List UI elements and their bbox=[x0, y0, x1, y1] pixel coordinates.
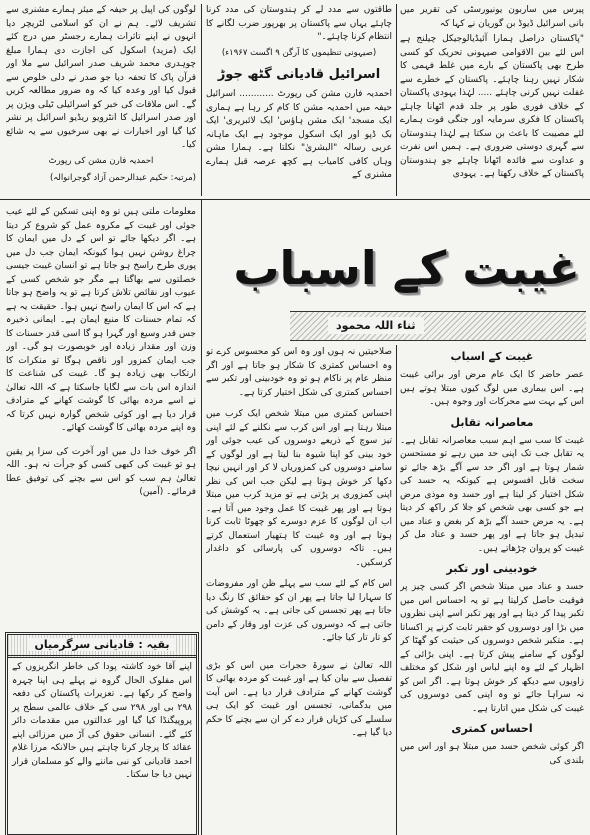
top-middle-body: احمدیہ فارن مشن کی رپورٹ ............ اسرائیل حیفہ میں احمدیہ مشن کا کام کر رہا ہے ہماری ایک مسجد' ایک مشن ہاؤس' ایک لائبریری' ایک بک ڈپو اور ایک اسکول موجود ہے ایک ماہانہ عربی رسالہ "البشریٰ" نکلتا ہے۔ ہمارا مشن وہاں کافی کامیاب ہے کچھ عرصہ قبل ہمارے مشنری کے bbox=[206, 89, 392, 180]
column-divider bbox=[396, 345, 397, 835]
byline-bar bbox=[290, 311, 586, 341]
box-body: اپنے آقا خود کاشتہ پودا کی خاطر انگریزوں کے اس مفلوک الحال گروہ نے پہلے ہی اپنا چہرہ واضح کر رکھا ہے۔ تعزیرات پاکستان کی دفعہ ۲۹۸ بی اور ۲۹۸ سی کے خلاف عالمی سطح پر پروپیگنڈا کیا گیا اور عدالتوں میں مقدمات دائر کئے گئے۔ انسانی حقوق کی آڑ میں مرزائی اپنے عقائد کا پرچار کرنا چاہتے ہیں حالانکہ مرزا غلام احمد قادیانی کو نبی ماننے والے کو مسلمان قرار نہیں دیا جا سکتا۔ bbox=[12, 662, 192, 780]
top-right-quote: "پاکستان دراصل ہمارا آئیڈیالوجیکل چیلنج ہے اس لئے بین الاقوامی صیہونی تحریک کو کسی طرح بھی پاکستان کے بارے میں غلط فہمی کا شکار نہیں رہنا چاہئے۔ پاکستان کے خطرے سے غفلت نہیں کرنی چاہئے ..... لہٰذا یہودی پاکستان کے خلاف فوری طور پر جلد قدم اٹھانا چاہئے پاکستان کا فکری سرمایہ اور جنگی قوت ہمارے لئے مصیبت کا باعث بن سکتا ہے لہٰذا ہندوستان سے گہری دوستی ضروری ہے۔ ہمیں اس نفرت و عداوت سے فائدہ اٹھانا چاہئے جو ہندوستان پاکستان کے خلاف رکھتا ہے۔ یہودی bbox=[400, 34, 584, 179]
subheading: معاصرانہ تقابل bbox=[450, 415, 534, 429]
report-source: احمدیہ فارن مشن کی رپورٹ bbox=[48, 155, 154, 166]
subheading: احساس کمتری bbox=[451, 722, 533, 735]
column-divider bbox=[396, 4, 397, 196]
quote-source: (صیہونی تنظیموں کا آرگن ۹ اگست ۱۹۶۷ء) bbox=[221, 47, 377, 58]
column-divider bbox=[201, 4, 202, 196]
article-right-column bbox=[400, 344, 584, 833]
top-middle-lead: طاقتوں سے مدد لے کر ہندوستان کی مدد کرنا چاہئے یہاں سے پاکستان پر بھرپور ضرب لگانے کا انتظام کرنا چاہئے۔" bbox=[206, 5, 392, 42]
article-left-column bbox=[6, 206, 196, 626]
article-paragraph: غیبت کا سب سے اہم سبب معاصرانہ تقابل ہے۔ یہ تقابل جب تک اپنی حد میں رہے تو مستحسن شمار ہوتا ہے اور اگر حد سے آگے بڑھ جائے تو سخت قابل افسوس ہے کیونکہ یہ حسد کی شکل اختیار کر لیتا ہے اور حسد وہ موذی مرض ہے جو کسی بھی شخص کو جلا کر راکھ کر دیتا ہے۔ یہ مرض حسد آگے بڑھ کر بغض و عناد میں تبدیل ہو جاتا ہے اور پھر حسد و عناد مل کر غیبت کو پروان چڑھاتے ہیں۔ bbox=[400, 435, 584, 554]
column-divider bbox=[201, 200, 202, 835]
article-paragraph: معلومات ملتی ہیں تو وہ اپنی تسکین کے لئے عیب جوئی اور غیبت کے مکروہ عمل کو شروع کر دیتا ہے۔ اگر دیکھا جائے تو اس کے دل میں ایمان کا چراغ روشن نہیں ہوا کیونکہ ایمان جب دل میں پوری طرح راسخ ہو جاتا ہے تو انسان غیبت جیسی خصلتوں سے بھاگتا ہے مگر جو شخص کسی کے عیوب اور نقائص تلاش کرتا ہے تو یہ واضح ہو جاتا ہے کہ اس کا ایمان راسخ نہیں ہوا۔ حقیقت یہ ہے کہ تمام حسنات کا منبع ایمان ہے۔ ایمانی ذخیرہ جس قدر وسیع اور گہرا ہو گا اسی قدر حسنات کا وزن اور مقدار زیادہ اور خوبصورت ہو گی۔ اور جب ایمان کمزور اور ناقص ہوگا تو منکرات کا ارتکاب بھی زیادہ ہو گا۔ غیبت کی شناعت کا اندازہ اس بات سے لگایا جاسکتا ہے کہ اللہ تعالیٰ نے اسے مردہ بھائی کا گوشت کھانے کے مترادف قرار دیا ہے اور کوئی شخص گوارہ نہیں کرتا کہ وہ اپنے مردہ بھائی کا گوشت کھائے۔ bbox=[6, 207, 196, 433]
article-middle-column bbox=[206, 346, 392, 833]
closing-paragraph: اگر خوف خدا دل میں اور آخرت کی سزا پر یقین ہو تو غیبت کی کبھی کسی کو جرأت نہ ہو۔ اللہ تعالیٰ ہم سب کو اس سے بچنے کی توفیق عطا فرمائے۔ (آمین) bbox=[6, 446, 196, 497]
article-paragraph: صلاحیتیں نہ ہوں اور وہ اس کو محسوس کرے تو وہ احساس کمتری کا شکار ہو جاتا ہے اور اگر منظر عام پر ناکام ہو تو وہ خودبینی اور تکبر سے احساس کمتری کی شکل اختیار کرتا ہے۔ bbox=[206, 347, 392, 398]
article-paragraph: اگر کوئی شخص حسد میں مبتلا ہو اور اس میں بلندی کی bbox=[400, 742, 584, 766]
box-title bbox=[8, 635, 196, 658]
subheading: غیبت کے اسباب bbox=[450, 350, 534, 363]
article-headline: غیبت کے اسباب bbox=[233, 241, 580, 295]
article-paragraph: اس کام کے لئے سب سے پہلے ظن اور مفروضات کا سہارا لیا جاتا ہے پھر ان کو حقائق کا رنگ دیا جاتا ہے پھر تجسس کی جاتی ہے۔ یہ کوشش کی جاتی ہے کہ دوسروں کی عزت اور وقار کے دامن کو تار تار کیا جائے۔ bbox=[206, 579, 392, 643]
box-title-text: بقیہ : قادیانی سرگرمیاں bbox=[28, 638, 175, 651]
section-divider bbox=[0, 199, 590, 200]
continuation-box bbox=[5, 632, 199, 835]
top-left-column bbox=[6, 4, 196, 196]
article-paragraph: حسد و عناد میں مبتلا شخص اگر کسی چیز پر فوقیت حاصل کرلیتا ہے تو یہ احساس اس میں تکبر پیدا کر دیتا ہے اور پھر تکبر اسے اپنی نظروں میں بڑا اور دوسروں کو حقیر ثابت کرنے پر اکساتا ہے۔ متکبر شخص دوسروں کی حیثیت کو گھٹا کر لوگوں کے سامنے پیش کرتا ہے۔ اپنی بڑائی کے اظہار کے لئے وہ اپنے لباس اور شکل کو مختلف زاویوں سے دیکھ کر خوش ہوتا ہے۔ اگر اس کو نہ سراہا جائے تو وہ اپنی کمی دوسروں کی غیبت کی شکل میں اتارتا ہے۔ bbox=[400, 582, 584, 714]
top-left-body: لوگوں کی اپیل پر حیفہ کے میئر ہمارے مشنری سے تشریف لائے۔ ہم نے ان کو اسلامی لٹریچر دیا انہوں نے اپنے تاثرات ہمارے رجسٹر میں درج کئے ایک (مزید) اسکول کی اجازت دی ہمارا مبلغ چوہدری محمد شریف صدر اسرائیل سے ملا اور قرآن پاک کا تحفہ دیا جو صدر نے دلی خلوص سے قبول کیا اور وعدہ کیا کہ وہ ضرور مطالعہ کریں گے۔ اس ملاقات کی خبر کو اسرائیلی ٹیلی ویژن پر اور صدر اسرائیل کا انٹرویو ریڈیو اسرائیل پر نشر کیا گیا اور اخبارات نے بھی سرخیوں سے یہ شائع کیا۔ bbox=[6, 5, 196, 150]
article-paragraph: اللہ تعالیٰ نے سورۃ حجرات میں اس کو بڑی تفصیل سے بیان کیا ہے اور غیبت کو مردہ بھائی کا گوشت کھانے کے مترادف قرار دیا ہے۔ اس آیت میں بدگمانی، تجسس اور غیبت کو ایک ہی سلسلے کی کڑیاں قرار دے کر ان سے بچنے کا حکم دیا گیا ہے۔ bbox=[206, 660, 392, 738]
top-middle-column bbox=[206, 4, 392, 196]
section-heading: اسرائیل قادیانی گٹھ جوڑ bbox=[217, 67, 381, 82]
article-paragraph: عصر حاضر کا ایک عام مرض اور برائی غیبت ہے۔ اس بیماری میں لوگ کیوں مبتلا ہوتے ہیں اس کے بہت سے محرکات اور وجوہ ہیں۔ bbox=[400, 370, 584, 407]
top-right-paragraph: پیرس میں ساربون یونیورسٹی کی تقریر میں بانی اسرائیل ڈیوڈ بن گوریان نے کہا کہ bbox=[400, 5, 584, 29]
subheading: خودبینی اور تکبر bbox=[446, 562, 538, 575]
article-paragraph: احساس کمتری میں مبتلا شخص ایک کرب میں مبتلا رہتا ہے اور اس کرب سے نکلنے کے لئے اپنی تیز سوچ کے ذریعے دوسروں کی عیب جوئی اور خود بینی کو اپنا شیوہ بنا لیتا ہے اور لوگوں کے سامنے دوسروں کی کمزوریاں لا کر اور انہیں نیچا دکھا کر خوش ہوتا ہے لیکن جب اس کی نظر اپنی کمزوری پر پڑتی ہے تو مزید کرب میں مبتلا ہوتا ہے اور پھر غیبت کا عمل وجود میں آتا ہے۔ اب ان لوگوں کا عزم دوسرے کو چھوٹا ثابت کرنا ہوتا ہے اور وہ غیبت کا ہتھیار استعمال کرتے ہیں۔ تاکہ دوسروں کی پارسائی کو داغدار کرسکیں۔ bbox=[206, 409, 392, 568]
author-byline: ثناء اللہ محمود bbox=[328, 317, 424, 334]
top-right-column bbox=[400, 4, 584, 196]
compiler-credit: (مرتبہ: حکیم عبدالرحمن آزاد گوجرانوالہ) bbox=[49, 173, 196, 183]
